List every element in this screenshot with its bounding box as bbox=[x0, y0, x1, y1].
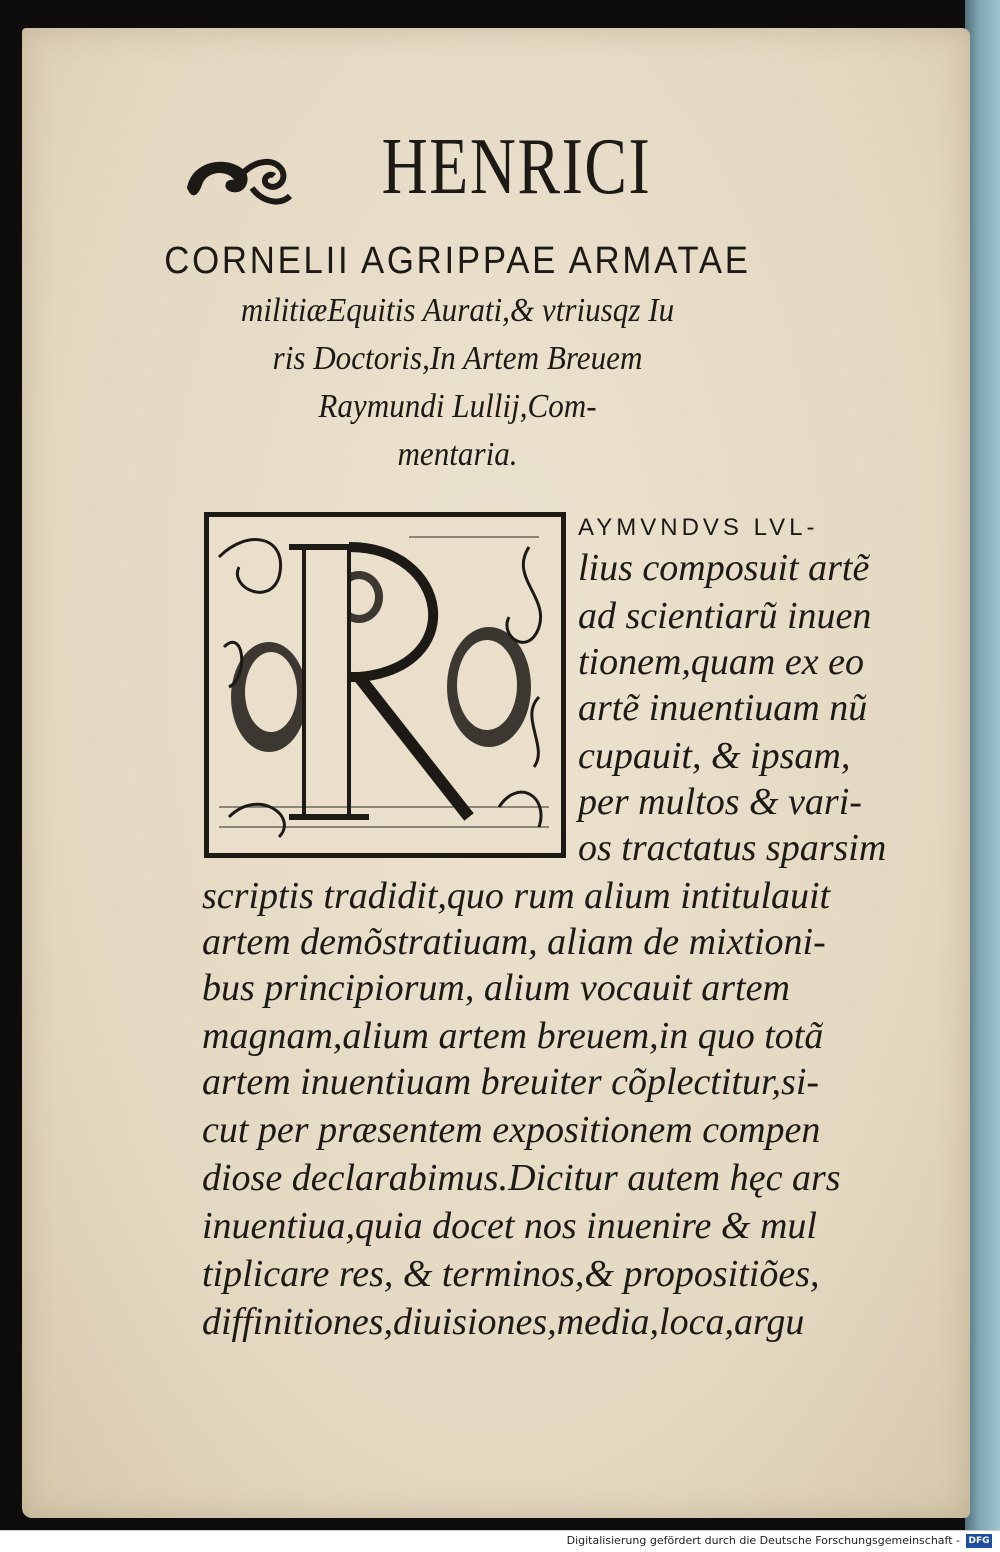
title-line-5: Raymundi Lullij,Com- bbox=[318, 388, 597, 425]
body-line-5: cupauit, & ipsam, bbox=[578, 735, 851, 777]
body-line-12: artem inuentiuam breuiter cõplectitur,si- bbox=[202, 1061, 820, 1103]
body-line-1: lius composuit artẽ bbox=[578, 547, 870, 589]
title-line-1: HENRICI bbox=[381, 123, 652, 211]
body-line-8: scriptis tradidit,quo rum alium intitulauit bbox=[202, 875, 831, 917]
title-line-4: ris Doctoris,In Artem Breuem bbox=[272, 340, 643, 377]
body-line-13: cut per præsentem expositionem compen bbox=[202, 1109, 821, 1151]
body-line-7: os tractatus sparsim bbox=[578, 827, 887, 869]
woodcut-illustration bbox=[209, 517, 561, 853]
title-line-6: mentaria. bbox=[397, 436, 518, 473]
body-line-17: diffinitiones,diuisiones,media,loca,argu bbox=[202, 1301, 805, 1343]
title-line-2: CORNELII AGRIPPAE ARMATAE bbox=[164, 240, 751, 282]
body-line-15: inuentiua,quia docet nos inuenire & mul bbox=[202, 1205, 817, 1247]
book-edge bbox=[965, 0, 1000, 1530]
body-line-10: bus principiorum, alium vocauit artem bbox=[202, 967, 790, 1009]
footer-bar bbox=[0, 1530, 1000, 1552]
body-line-14: diose declarabimus.Dicitur autem hęc ars bbox=[202, 1157, 841, 1199]
body-line-4: artẽ inuentiuam nũ bbox=[578, 687, 868, 729]
body-line-2: ad scientiarũ inuen bbox=[578, 595, 872, 637]
footer-credit: Digitalisierung gefördert durch die Deutsche Forschungsgemeinschaft - bbox=[566, 1534, 960, 1547]
dfg-logo[interactable]: DFG bbox=[966, 1534, 992, 1548]
title-line-3: militiæEquitis Aurati,& vtriusqz Iu bbox=[240, 292, 675, 329]
body-line-3: tionem,quam ex eo bbox=[578, 641, 864, 683]
body-line-11: magnam,alium artem breuem,in quo totã bbox=[202, 1015, 824, 1057]
body-line-16: tiplicare res, & terminos,& propositiões, bbox=[202, 1253, 820, 1295]
body-line-9: artem demõstratiuam, aliam de mixtioni- bbox=[202, 921, 826, 963]
decorated-initial-r bbox=[204, 512, 566, 858]
body-line-0: AYMVNDVS LVL- bbox=[578, 514, 819, 541]
body-line-6: per multos & vari- bbox=[578, 781, 862, 823]
